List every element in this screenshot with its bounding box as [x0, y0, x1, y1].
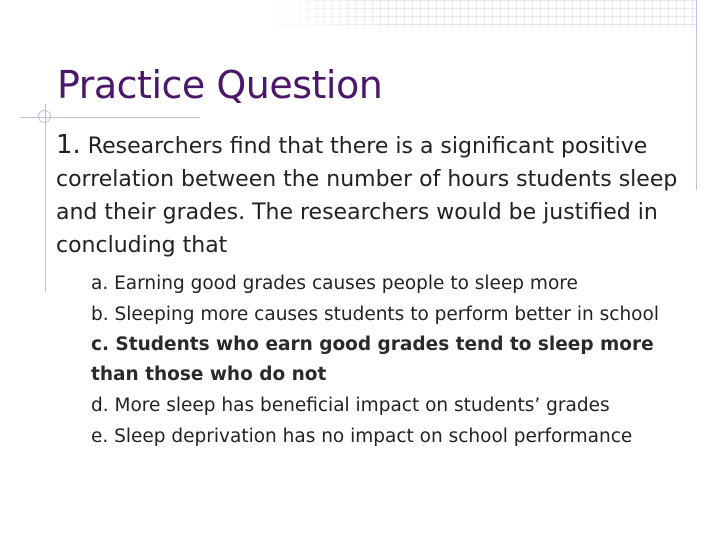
option-b: b. Sleeping more causes students to perform better in school	[91, 304, 659, 325]
option-c-correct: c. Students who earn good grades tend to sleep more than those who do not	[91, 334, 654, 385]
option-d: d. More sleep has beneficial impact on students’ grades	[91, 395, 610, 416]
option-a: a. Earning good grades causes people to sleep more	[91, 273, 578, 294]
slide-title: Practice Question	[57, 63, 383, 107]
question-body: Researchers find that there is a significant positive correlation between the number of hours students sleep and their grades. The researchers would be justified in concluding that	[56, 134, 678, 258]
decorative-vertical-line-right	[696, 0, 697, 190]
decorative-vertical-line-left	[45, 104, 46, 292]
question-text-block	[56, 129, 696, 262]
answer-options-list	[91, 268, 701, 452]
question-number: 1.	[56, 130, 81, 160]
decorative-circle-icon	[38, 110, 51, 123]
grid-decoration	[260, 0, 696, 28]
option-e: e. Sleep deprivation has no impact on school performance	[91, 426, 633, 447]
